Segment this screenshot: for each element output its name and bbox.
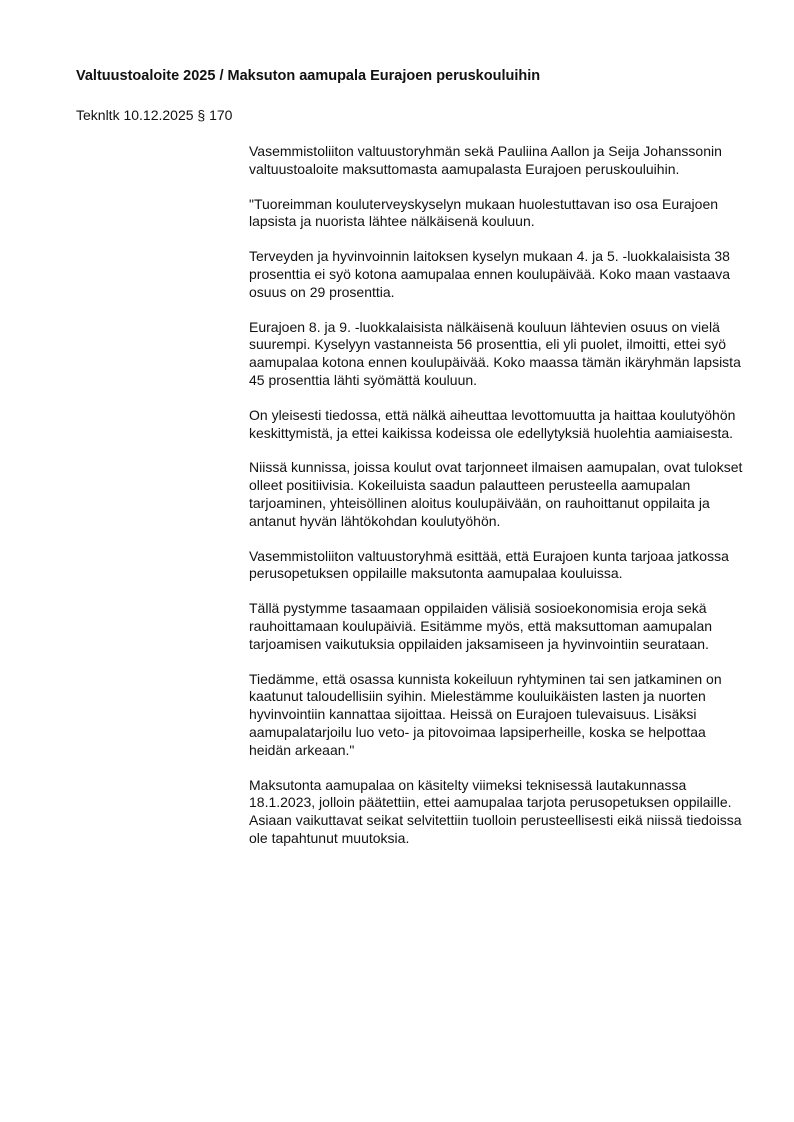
paragraph-3: Terveyden ja hyvinvoinnin laitoksen kyselyn mukaan 4. ja 5. -luokkalaisista 38 prosenttia ei syö kotona aamupalaa ennen koulupäivää. Koko maan vastaava osuus on 29 prosenttia. (249, 248, 730, 300)
paragraph-5: On yleisesti tiedossa, että nälkä aiheuttaa levottomuutta ja haittaa koulutyöhön keskittymistä, ja ettei kaikissa kodeissa ole edellytyksiä huolehtia aamiaisesta. (249, 406, 736, 441)
document-title: Valtuustoaloite 2025 / Maksuton aamupala Eurajoen peruskouluihin (76, 68, 541, 84)
paragraph-8: Tällä pystymme tasaamaan oppilaiden välisiä sosioekonomisia eroja sekä rauhoittamaan koulupäiviä. Esitämme myös, että maksuttoman aamupalan tarjoamisen vaikutuksia oppilaiden jaksamiseen ja hyvinvointiin seurataan. (249, 600, 713, 652)
paragraph-9: Tiedämme, että osassa kunnista kokeiluun ryhtyminen tai sen jatkaminen on kaatunut taloudellisiin syihin. Mielestämme kouluikäisten lasten ja nuorten hyvinvointiin kannattaa sijoittaa. Heissä on Eurajoen tulevaisuus. Lisäksi aamupalatarjoilu luo veto- ja pitovoimaa lapsiperheille, koska se helpottaa heidän arkeaan." (249, 670, 722, 758)
paragraph-4: Eurajoen 8. ja 9. -luokkalaisista nälkäisenä kouluun lähtevien osuus on vielä suurempi. Kyselyyn vastanneista 56 prosenttia, eli yli puolet, ilmoitti, ettei syö aamupalaa kotona ennen koulupäivää. Koko maassa tämän ikäryhmän lapsista 45 prosenttia lähti syömättä kouluun. (249, 318, 741, 388)
meeting-reference: Teknltk 10.12.2025 § 170 (76, 107, 233, 123)
document-body (249, 143, 744, 865)
paragraph-2: "Tuoreimman kouluterveyskyselyn mukaan huolestuttavan iso osa Eurajoen lapsista ja nuorista lähtee nälkäisenä kouluun. (249, 195, 719, 230)
paragraph-10: Maksutonta aamupalaa on käsitelty viimeksi teknisessä lautakunnassa 18.1.2023, jolloin päätettiin, ettei aamupalaa tarjota perusopetuksen oppilaille. Asiaan vaikuttavat seikat selvitettiin tuolloin perusteellisesti eikä niissä tiedoissa ole tapahtunut muutoksia. (249, 776, 742, 846)
paragraph-7: Vasemmistoliiton valtuustoryhmä esittää, että Eurajoen kunta tarjoaa jatkossa perusopetuksen oppilaille maksutonta aamupalaa kouluissa. (249, 547, 729, 582)
paragraph-6: Niissä kunnissa, joissa koulut ovat tarjonneet ilmaisen aamupalan, ovat tulokset olleet positiivisia. Kokeiluista saadun palautteen perusteella aamupalan tarjoaminen, yhteisöllinen aloitus koulupäivään, on rauhoittanut oppilaita ja antanut hyvän lähtökohdan koulutyöhön. (249, 459, 743, 529)
paragraph-1: Vasemmistoliiton valtuustoryhmän sekä Pauliina Aallon ja Seija Johanssonin valtuustoaloite maksuttomasta aamupalasta Eurajoen peruskouluihin. (249, 143, 722, 177)
